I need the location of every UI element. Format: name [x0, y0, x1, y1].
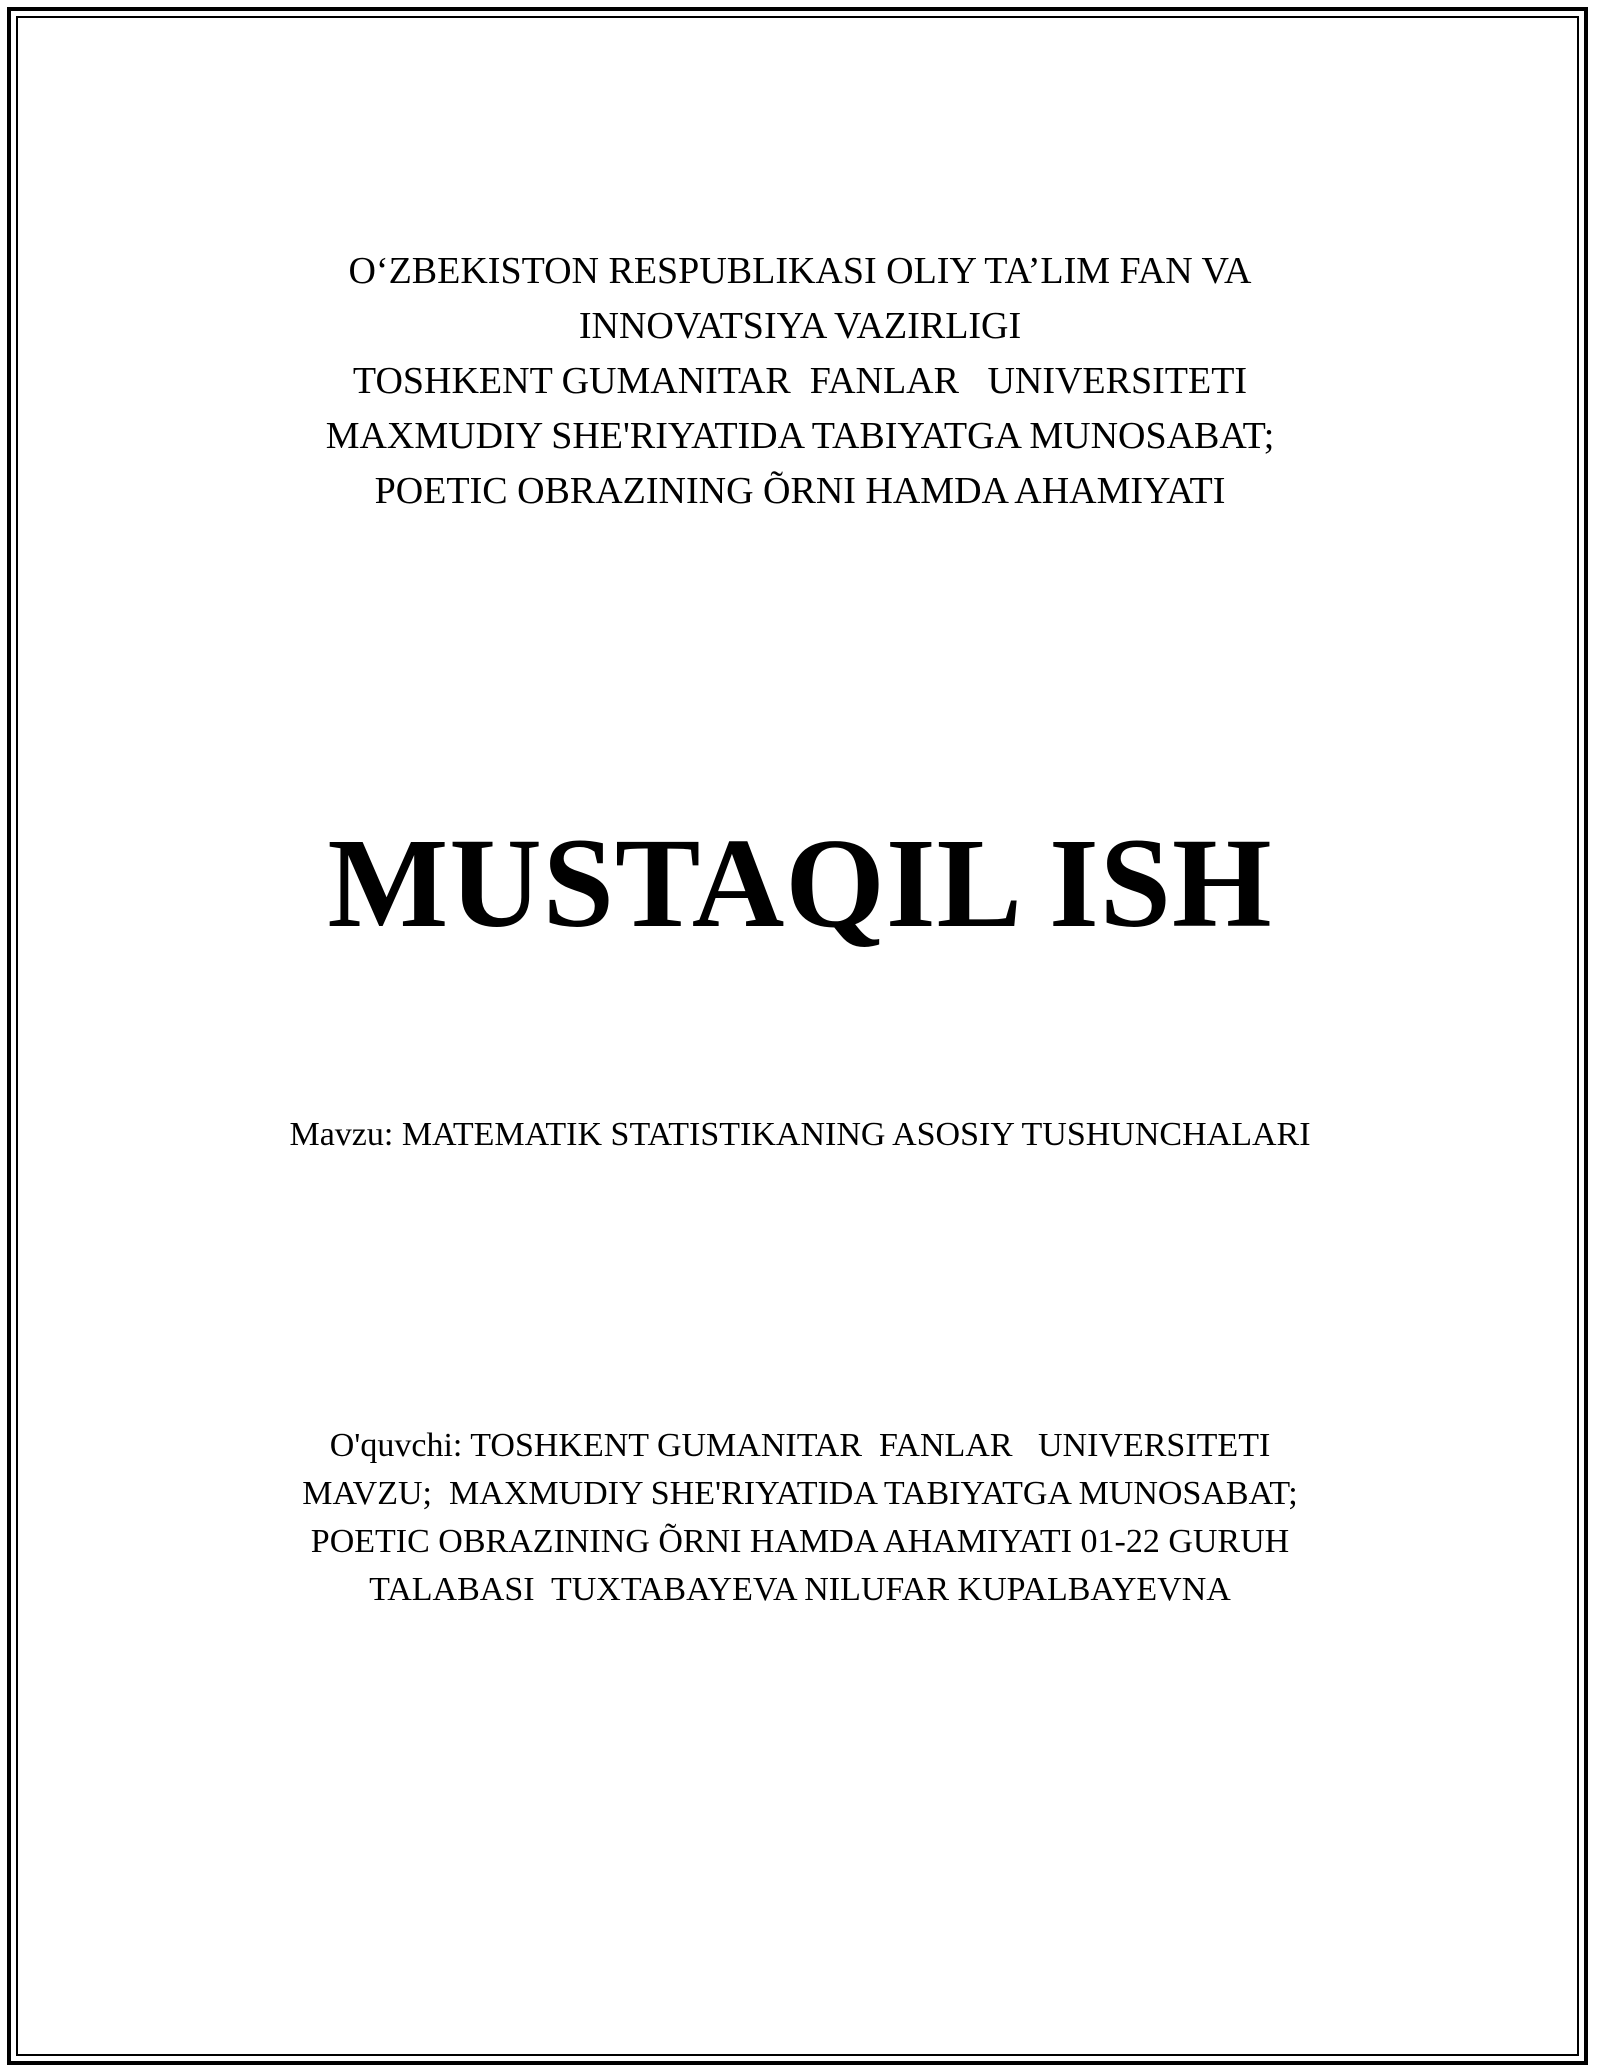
student-info: [0, 1422, 1600, 1614]
student-line-1: O'quvchi: TOSHKENT GUMANITAR FANLAR UNIVERSITETI: [329, 1427, 1271, 1464]
header-line-ministry: O‘ZBEKISTON RESPUBLIKASI OLIY TA’LIM FAN VA: [348, 250, 1252, 292]
header-line-subject-cont: POETIC OBRAZINING ÕRNI HAMDA AHAMIYATI: [374, 470, 1226, 512]
document-title: MUSTAQIL ISH: [327, 812, 1273, 954]
header-line-ministry-cont: INNOVATSIYA VAZIRLIGI: [578, 305, 1022, 347]
header-line-subject: MAXMUDIY SHE'RIYATIDA TABIYATGA MUNOSABAT;: [325, 415, 1275, 457]
student-line-4: TALABASI TUXTABAYEVA NILUFAR KUPALBAYEVNA: [369, 1571, 1231, 1608]
student-line-2: MAVZU; MAXMUDIY SHE'RIYATIDA TABIYATGA MUNOSABAT;: [302, 1475, 1298, 1512]
topic-line: Mavzu: MATEMATIK STATISTIKANING ASOSIY TUSHUNCHALARI: [289, 1116, 1311, 1153]
institution-header: [0, 244, 1600, 519]
student-line-3: POETIC OBRAZINING ÕRNI HAMDA AHAMIYATI 01-22 GURUH: [310, 1523, 1290, 1560]
header-line-university: TOSHKENT GUMANITAR FANLAR UNIVERSITETI: [352, 360, 1248, 402]
